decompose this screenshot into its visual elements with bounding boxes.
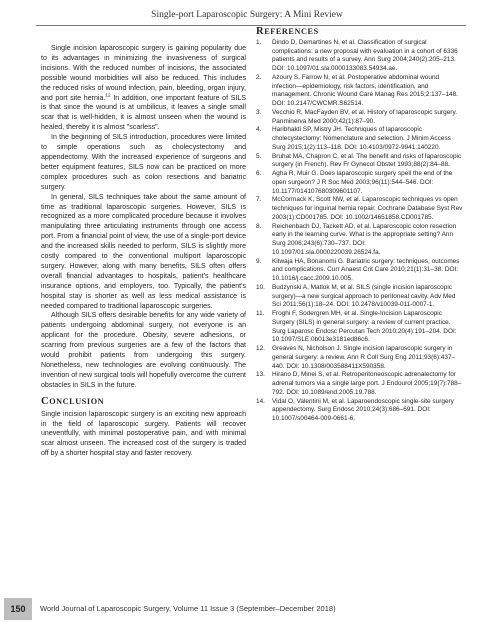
reference-item [256, 223, 464, 258]
reference-number: 10. [256, 283, 265, 291]
reference-number: 7. [256, 196, 262, 204]
conclusion-heading [41, 397, 246, 407]
reference-item [256, 196, 464, 222]
body-paragraph-1 [41, 44, 246, 133]
reference-item [256, 345, 464, 371]
reference-number: 9. [256, 257, 262, 265]
body-paragraph-1-continued: In addition, one important feature of SILS is that since the wound is at umbilicus, it leaves a single small scar that is well-hidden, it is almost unseen when the wound is healed, thereby it is almost "scarless". [41, 94, 246, 132]
reference-text: Kitwaja HA, Bonanomi G. Bariatric surgery: techniques, outcomes and complications. Curr Anaest Crit Care 2010;21(1):31–38. DOI: 10.1016/j.cacc.2009.10.005. [272, 257, 460, 282]
body-paragraph-4: Although SILS offers desirable benefits for any wide variety of patients undergoing abdominal surgery, not everyone is an applicant for the procedure. Obesity, severe adhesions, or scarring from previous surgeries are a few of the factors that would prohibit patients from undergoing this surgery. Nonetheless, new technologies are evolving continuously. The invention of new surgical tools will hopefully overcome the current obstacles in SILS in the future. [41, 312, 246, 389]
reference-text: Azoury S, Farrow N, et al. Postoperative abdominal wound infection—epidemiology, risk factors, identification, and management. Chronic Wound Care Manag Res 2015;2:137–148. DOI: 10.2147/CWCMR.S62514. [272, 73, 458, 107]
reference-text: Bruhat MA, Chapron C, et al. The benefit and risks of laparoscopic surgery (in French). Rev Fr Gynecol Obstet 1993;88(2):84–88. [272, 152, 462, 169]
reference-item [256, 109, 464, 127]
reference-number: 13. [256, 371, 265, 379]
body-paragraph-2: In the beginning of SILS introduction, procedures were limited to simple operations such as cholecystectomy and appendectomy. With the increased experience of surgeons and better equipment features, SILS now can be practiced on more complex procedures such as colon resections and bariatric surgery. [41, 134, 246, 191]
running-head: Single-port Laparoscopic Surgery: A Mini Review [151, 10, 343, 20]
page-number: 150 [4, 598, 32, 620]
references-heading-initial: R [256, 26, 265, 37]
reference-item [256, 258, 464, 284]
reference-number: 8. [256, 222, 262, 230]
reference-text: Vecchio R, MacFayden BV, et al. History of laparoscopic surgery. Panminerva Med 2000;42(1):87–90. [272, 108, 457, 125]
right-column [256, 28, 464, 424]
references-heading [256, 28, 464, 37]
reference-number: 1. [256, 38, 262, 46]
body-paragraph-1-text: Single incision laparoscopic surgery is gaining popularity due to its advantages in minimizing the invasiveness of surgical incisions. With the reduced number of incisions, the associated possible wound morbidities will also be reduced. This includes the reduced risks of wound infection, pain, bleeding, organ injury, and port site hernia. [41, 45, 246, 102]
reference-number: 6. [256, 170, 262, 177]
reference-item [256, 153, 464, 171]
reference-item [256, 170, 464, 196]
reference-text: McCormack K, Scott NW, et al. Laparoscopic techniques vs open techniques for inguinal hernia repair. Cochrane Database Syst Rev 2003(1):CD001785. DOI: 10.1002/14651858.CD001785. [272, 196, 463, 221]
reference-text: Budzynski A, Matlok M, et al. SILS (single incision laparoscopic surgery)—a new surgical approach to peritoneal cavity. Adv Med Sci 2011;56(1):18–24. DOI: 10.2478/v10039-011-0007-1. [272, 283, 456, 309]
reference-text: Hirano D, Minei S, et al. Retroperitoneoscopic adrenalectomy for adrenal tumors via a single large port. J Endourol 2005;19(7):788–792. DOI: 10.1089/end.2005.19.788. [272, 371, 462, 396]
reference-number: 12. [256, 345, 265, 352]
reference-number: 11. [256, 310, 265, 317]
reference-item [256, 74, 464, 109]
reference-list [256, 39, 464, 424]
reference-text: Agha R, Muir G. Does laparoscopic surgery spell the end of the open surgeon? J R Soc Med 2003;96(11):544–546. DOI: 10.1177/014107680309601107. [272, 170, 453, 195]
reference-number: 3. [256, 108, 262, 116]
reference-item [256, 39, 464, 74]
reference-text: Haribhakti SP, Mistry JH. Techniques of laparoscopic cholecystectomy: Nomenclature and selection. J Minim Access Surg 2015;1(2):113–118. DOI: 10.4103/0972-9941.140220. [272, 126, 451, 151]
page-footer [4, 598, 490, 620]
reference-item [256, 126, 464, 152]
reference-text: Vidal O, Valentini M, et al. Laparoendoscopic single-site surgery appendectomy. Surg Endosc 2010;24(3):686–691. DOI: 10.1007/s00464-009-0661-6. [272, 397, 454, 422]
reference-item [256, 284, 464, 310]
reference-item [256, 398, 464, 424]
reference-number: 5. [256, 152, 262, 160]
header-rule [36, 25, 466, 26]
conclusion-text: Single incision laparoscopic surgery is an exciting new approach in the field of laparoscopic surgery. Patients will recover uneventfully, with minimal postoperative pain, and with minimal scar almost unseen. The increased cost of the surgery is traded off by a shorter hospital stay and faster recovery. [41, 410, 246, 458]
body-paragraph-3: In general, SILS techniques take about the same amount of time as traditional laparoscopic surgeries. However, SILS is recognized as a more complicated procedure because it involves manipulating three articulating instruments through one access port. From a financial point of view, the use of a single-port device and the increased skills needed to perform, SILS is slightly more costly compared to the conventional multiport laparoscopic surgery. However, along with many benefits, SILS often offers overall financial advantages to hospitals, patient's healthcare insurance options, and employers, too. Typically, the patient's hospital stay is shorter as well as less medical assistance is needed compared to traditional laparoscopic surgeries. [41, 193, 246, 310]
reference-text: Dindo D, Demartines N, et al. Classification of surgical complications: a new proposal with evaluation in a cohort of 6336 patients and results of a survey. Ann Surg 2004;240(2):205–213. DOI: 10.1097/01.sla.0000133083.54934.ae. [272, 38, 458, 72]
reference-number: 14. [256, 397, 265, 405]
reference-number: 2. [256, 73, 262, 81]
reference-number: 4. [256, 126, 262, 134]
journal-citation: World Journal of Laparoscopic Surgery, Volume 11 Issue 3 (September–December 2018) [40, 604, 336, 613]
reference-text: Greaves N, Nicholson J. Single incision laparoscopic surgery in general surgery: a review. Ann R Coll Surg Eng 2011;93(6):437–440. DOI: 10.1308/003588411X590358. [272, 345, 456, 370]
citation-superscript: 12 [105, 93, 111, 99]
conclusion-heading-initial: C [41, 395, 50, 407]
reference-text: Reichenbach DJ, Tackett AD, et al. Laparoscopic colon resection early in the learning curve. What is the appropriate setting? Ann Surg 2006;243(6):730–737. DOI: 10.1097/01.sla.0000220039.26524.fa. [272, 222, 457, 256]
references-heading-rest: EFERENCES [264, 27, 319, 36]
conclusion-heading-rest: ONCLUSION [49, 396, 105, 406]
reference-item [256, 371, 464, 397]
left-column [41, 44, 246, 459]
reference-item [256, 310, 464, 345]
reference-text: Froghi F, Sodergren MH, et al. Single-Incision Laparoscopic Surgery (SILS) in general surgery: a review of current practice. Surg Laparosc Endosc Percutan Tech 2010;20(4):191–204. DOI: 10.1097/SLE.0b013e3181ed86c6. [272, 310, 457, 344]
